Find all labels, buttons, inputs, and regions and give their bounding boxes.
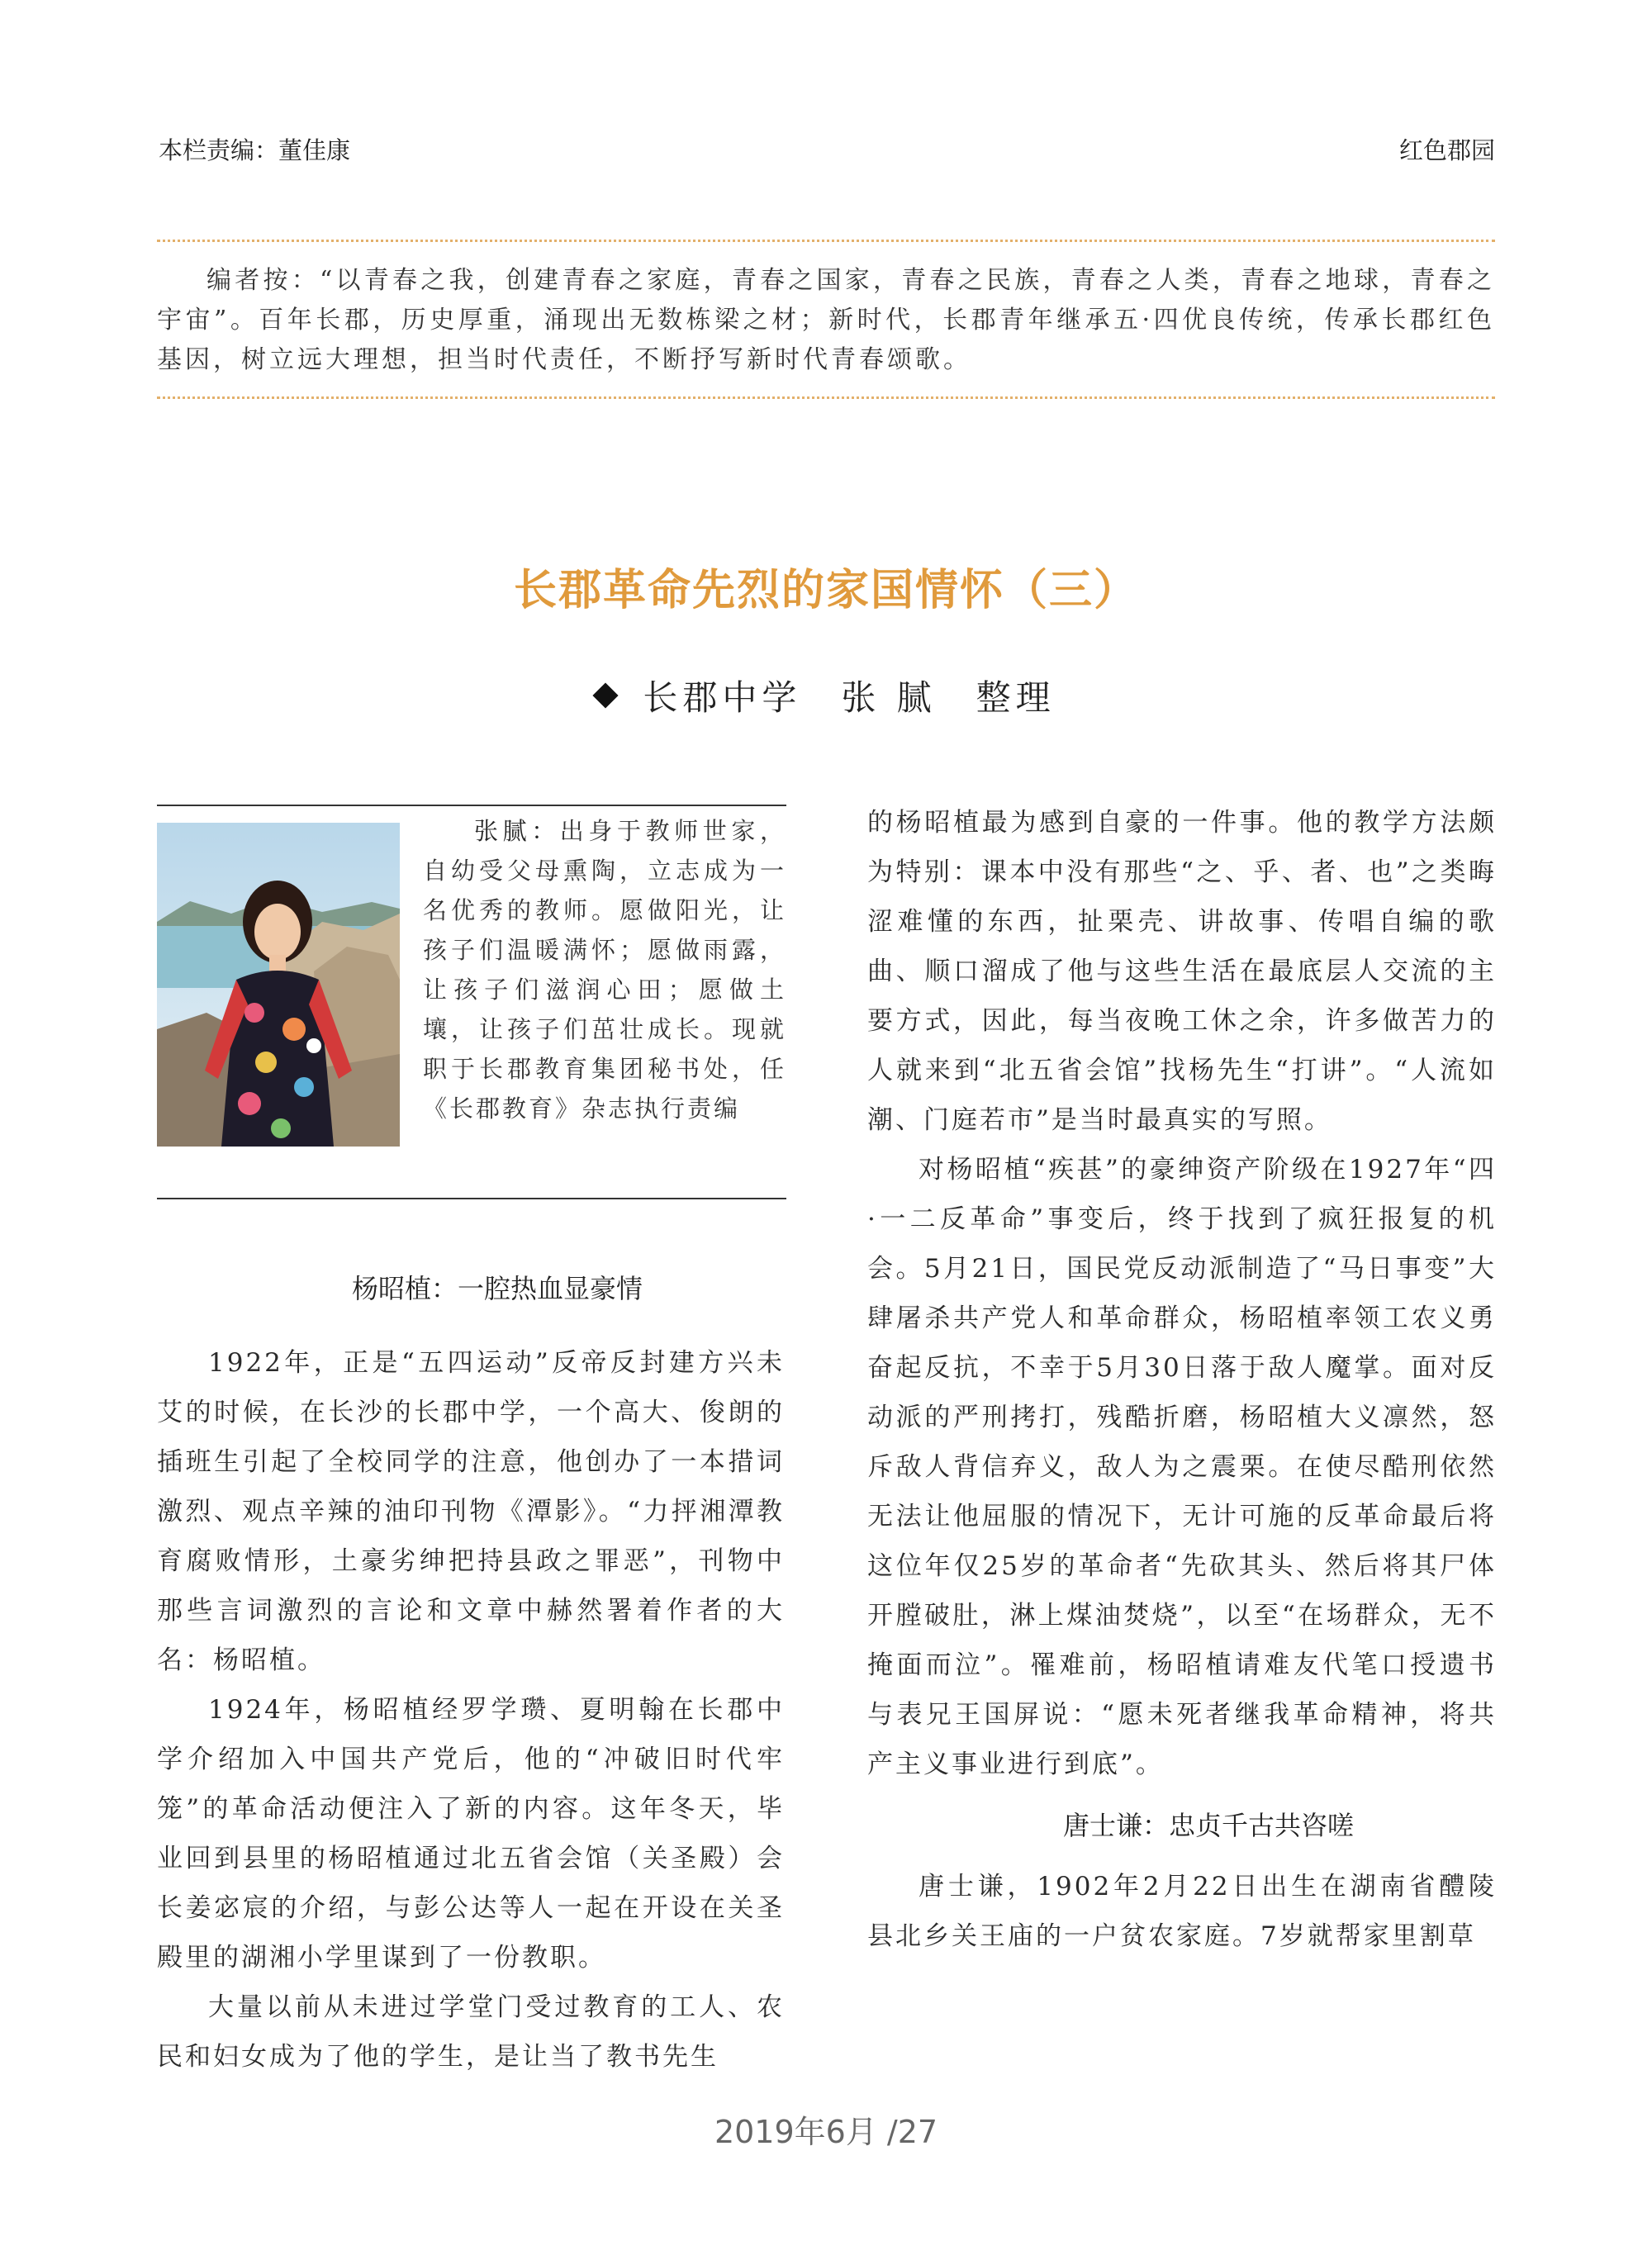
byline-text: 长郡中学 张 腻 整理 <box>643 677 1056 718</box>
section-heading-yang: 杨昭植：一腔热血显豪情 <box>351 1273 643 1304</box>
paragraph: 的杨昭植最为感到自豪的一件事。他的教学方法颇为特别：课本中没有那些“之、乎、者、也”之类晦涩难懂的东西，扯栗壳、讲故事、传唱自编的歌曲、顺口溜成了他与这些生活在最底层人交流的主要方式，因此，每当夜晚工休之余，许多做苦力的人就来到“北五省会馆”找杨先生“打讲”。“人流如潮、门庭若市”是当时最真实的写照。 <box>867 808 1497 1135</box>
diamond-icon <box>593 682 619 708</box>
editor-note: 编者按：“以青春之我，创建青春之家庭，青春之国家，青春之民族，青春之人类，青春之地球，青春之宇宙”。百年长郡，历史厚重，涌现出无数栋梁之材；新时代，长郡青年继承五·四优良传统，传承长郡红色基因，树立远大理想，担当时代责任，不断抒写新时代青春颂歌。 <box>157 266 1495 374</box>
byline <box>0 671 1652 720</box>
paragraph: 大量以前从未进过学堂门受过教育的工人、农民和妇女成为了他的学生，是让当了教书先生 <box>157 1992 785 2072</box>
paragraph: 1924年，杨昭植经罗学瓒、夏明翰在长郡中学介绍加入中国共产党后，他的“冲破旧时代牢笼”的革命活动便注入了新的内容。这年冬天，毕业回到县里的杨昭植通过北五省会馆（关圣殿）会长姜宓宸的介绍，与彭公达等人一起在开设在关圣殿里的湖湘小学里谋到了一份教职。 <box>157 1695 785 1973</box>
divider-bottom <box>157 396 1495 399</box>
author-bio-body: 出身于教师世家，自幼受父母熏陶，立志成为一名优秀的教师。愿做阳光，让孩子们温暖满怀；愿做雨露，让孩子们滋润心田；愿做土壤，让孩子们茁壮成长。现就职于长郡教育集团秘书处，任《长郡教育》杂志执行责编 <box>423 817 786 1123</box>
column-name: 红色郡园 <box>1398 136 1495 164</box>
author-bio-text <box>423 811 786 1128</box>
column-editor: 本栏责编：董佳康 <box>159 136 351 164</box>
right-column <box>867 798 1497 1961</box>
author-photo <box>157 823 400 1147</box>
author-name: 张腻： <box>474 817 560 845</box>
left-column <box>157 1264 785 2082</box>
page-footer: 2019年6月 /27 <box>714 2114 938 2150</box>
paragraph: 1922年，正是“五四运动”反帝反封建方兴未艾的时候，在长沙的长郡中学，一个高大、俊朗的插班生引起了全校同学的注意，他创办了一本措词激烈、观点辛辣的油印刊物《潭影》。“力抨湘潭教育腐败情形，土豪劣绅把持县政之罪恶”，刊物中那些言词激烈的言论和文章中赫然署着作者的大名：杨昭植。 <box>157 1348 785 1675</box>
paragraph: 唐士谦，1902年2月22日出生在湖南省醴陵县北乡关王庙的一户贫农家庭。7岁就帮家里割草 <box>867 1872 1497 1951</box>
section-heading-tang: 唐士谦：忠贞千古共咨嗟 <box>1062 1810 1354 1841</box>
paragraph: 对杨昭植“疾甚”的豪绅资产阶级在1927年“四·一二反革命”事变后，终于找到了疯狂报复的机会。5月21日，国民党反动派制造了“马日事变”大肆屠杀共产党人和革命群众，杨昭植率领工农义勇奋起反抗，不幸于5月30日落于敌人魔掌。面对反动派的严刑拷打，残酷折磨，杨昭植大义凛然，怒斥敌人背信弃义，敌人为之震栗。在使尽酷刑依然无法让他屈服的情况下，无计可施的反革命最后将这位年仅25岁的革命者“先砍其头、然后将其尸体开膛破肚，淋上煤油焚烧”，以至“在场群众，无不掩面而泣”。罹难前，杨昭植请难友代笔口授遗书与表兄王国屏说：“愿未死者继我革命精神，将共产主义事业进行到底”。 <box>867 1155 1497 1779</box>
divider-top <box>157 240 1495 242</box>
author-bio-box <box>157 805 786 1199</box>
article-title: 长郡革命先烈的家国情怀（三） <box>513 565 1138 615</box>
